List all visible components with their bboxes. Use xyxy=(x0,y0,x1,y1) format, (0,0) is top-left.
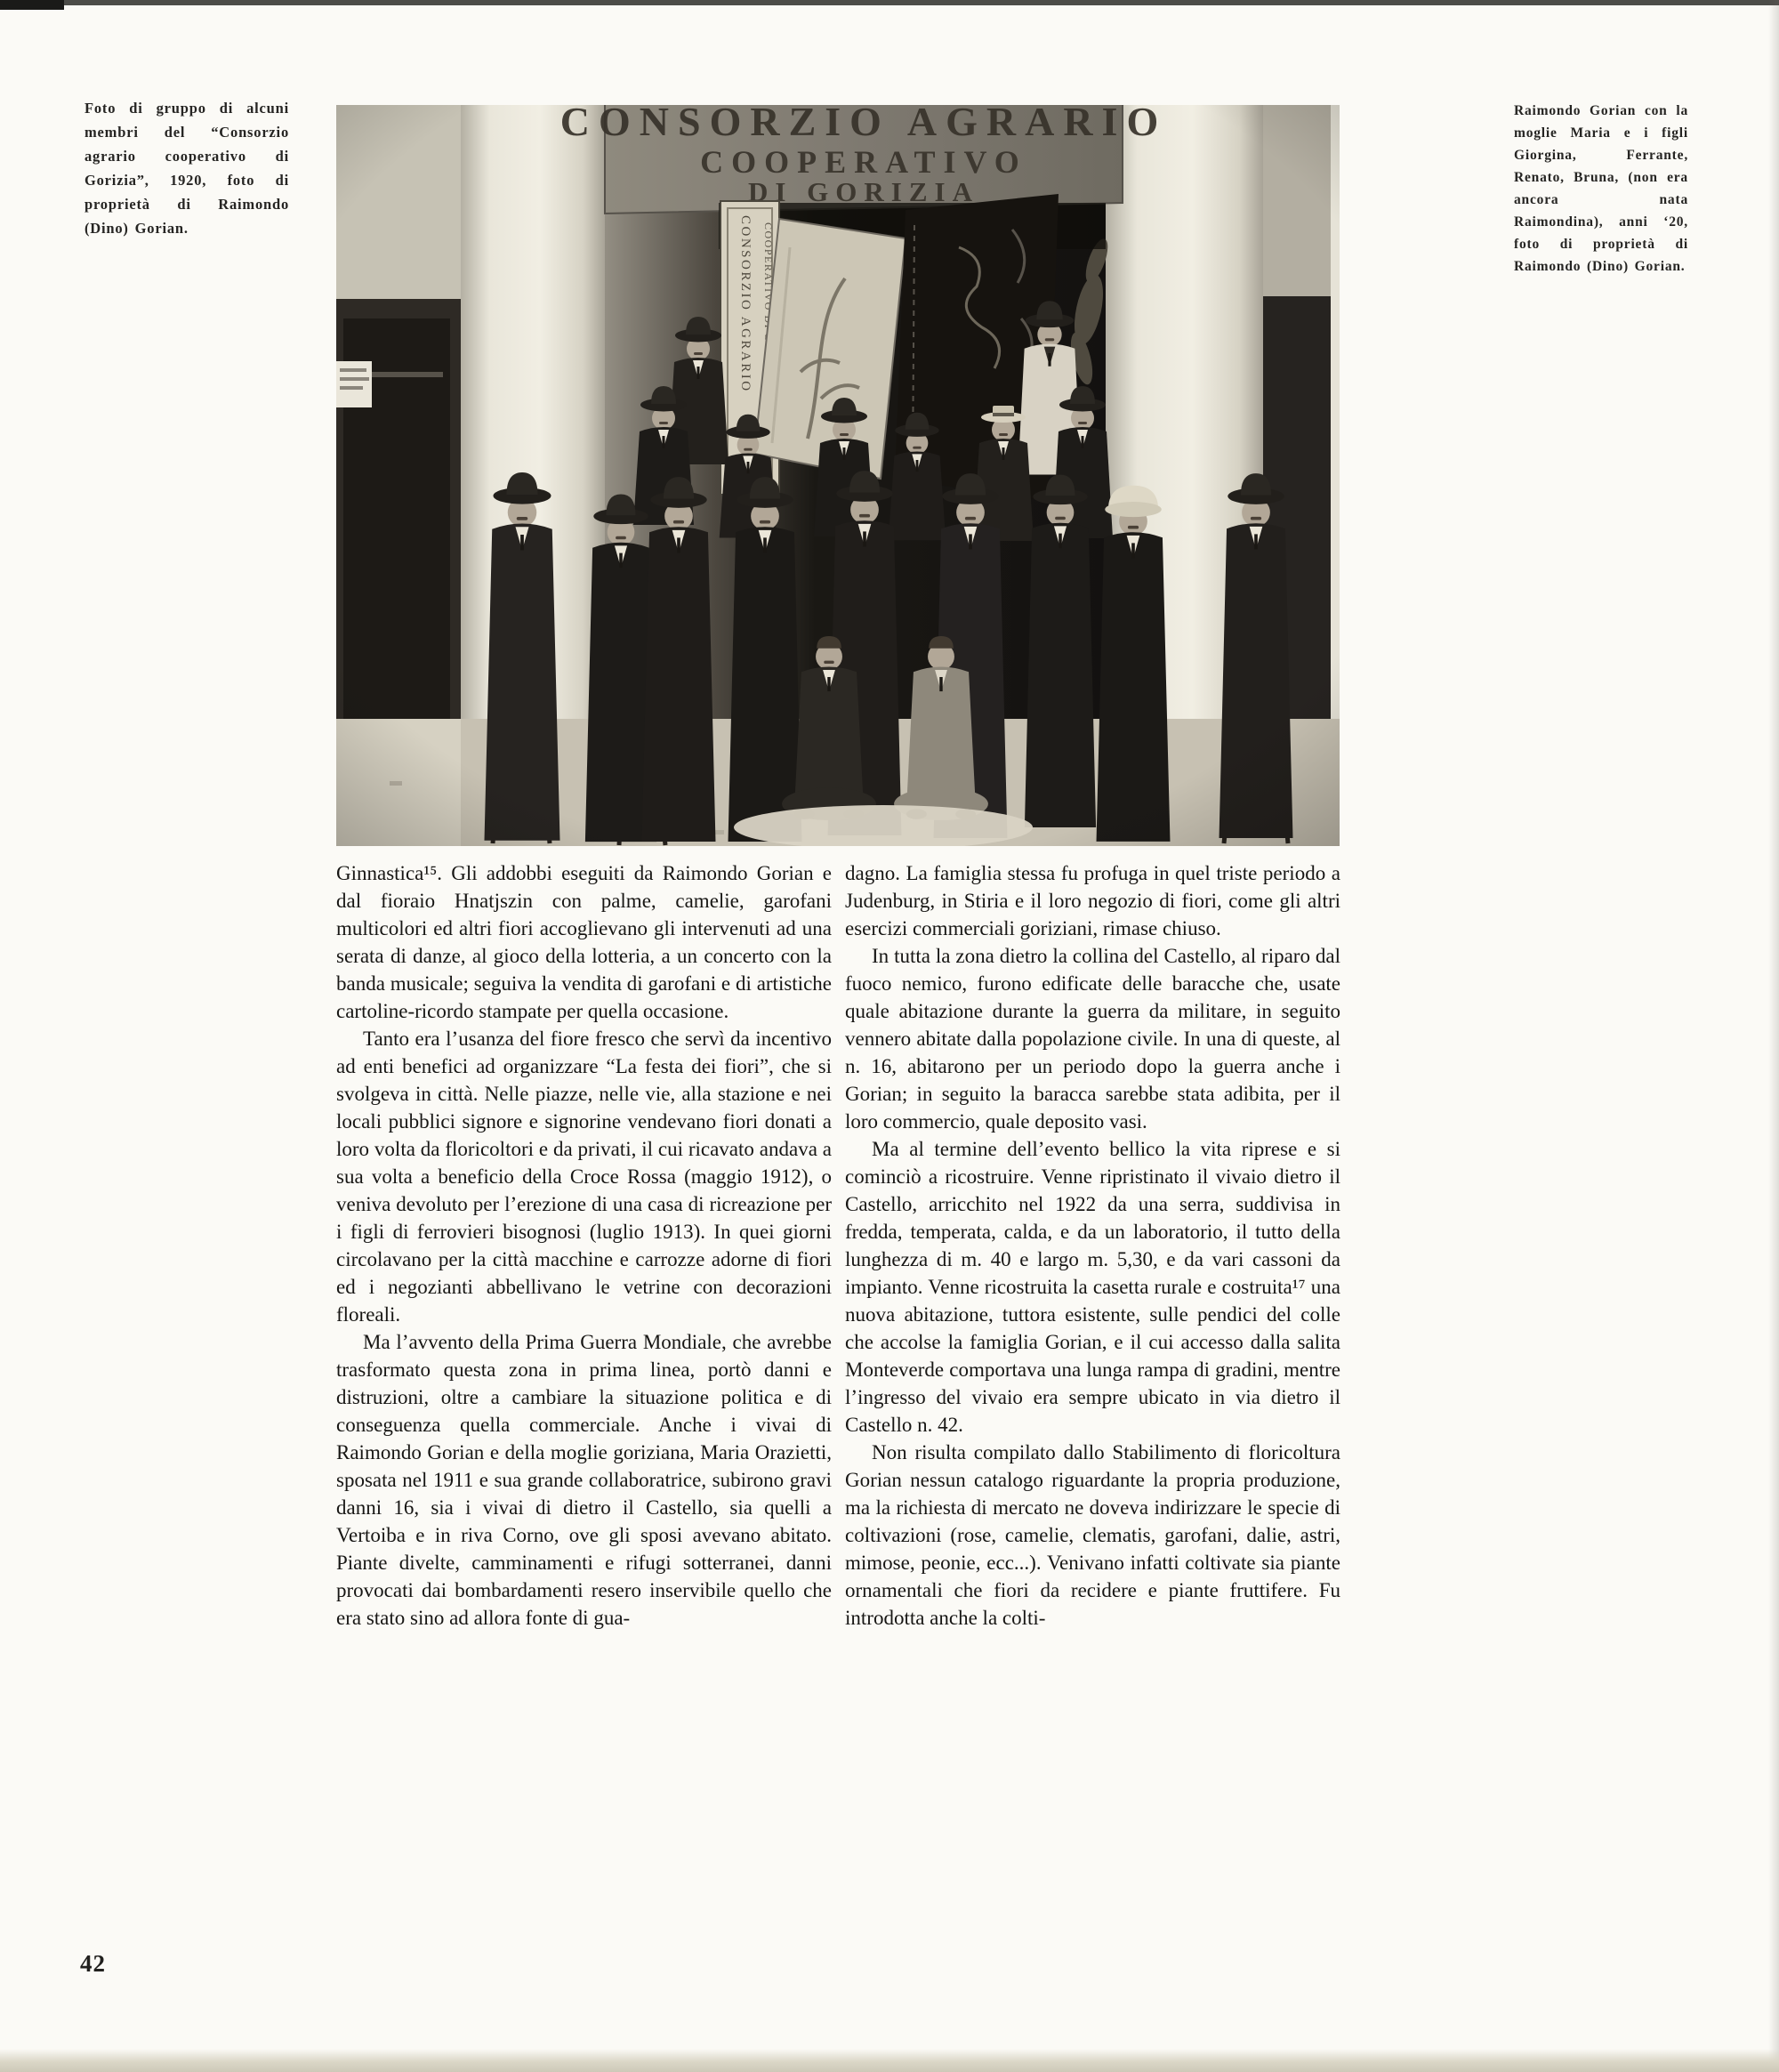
paragraph: Tanto era l’usanza del fiore fresco che servì da incentivo ad enti benefici ad organizzare “La festa dei fiori”, che si svolgeva in città. Nelle piazze, nelle vie, alla stazione e nei locali pubblici signore e signorine vendevano fiori donati a loro volta da floricoltori e da privati, il cui ricavato andava a sua volta a beneficio della Croce Rossa (maggio 1912), o veniva devoluto per l’erezione di una casa di ricreazione per i figli di ferrovieri bisognosi (luglio 1913). In quei giorni circolavano per la città macchine e carrozze adorne di fiori ed i negozianti abbellivano le vetrine con decorazioni floreali. xyxy=(336,1028,832,1326)
vignette xyxy=(336,105,1340,846)
photo-caption-left: Foto di gruppo di alcuni membri del “Consorzio agrario cooperativo di Gorizia”, 1920, foto di proprietà di Raimondo (Dino) Gorian. xyxy=(85,100,289,237)
scan-bottom-curl xyxy=(0,2049,1779,2072)
scan-top-edge xyxy=(0,0,1779,5)
photo-caption-right: Raimondo Gorian con la moglie Maria e i figli Giorgina, Ferrante, Renato, Bruna, (non era ancora nata Raimondina), anni ‘20, foto di proprietà di Raimondo (Dino) Gorian. xyxy=(1514,103,1688,274)
paragraph: Ma l’avvento della Prima Guerra Mondiale, che avrebbe trasformato questa zona in prima linea, portò danni e distruzioni, oltre a cambiare la situazione politica e di conseguenza quella commerciale. Anche i vivai di Raimondo Gorian e della moglie goriziana, Maria Orazietti, sposata nel 1911 e sua grande collaboratrice, subirono gravi danni 16, sia i vivai di dietro il Castello, sia quelli a Vertoiba e in riva Corno, ove gli sposi avevano abitato. Piante divelte, camminamenti e rifugi sotterranei, danni provocati dai bombardamenti resero inservibile quello che era stato sino ad allora fonte di gua- xyxy=(336,1331,832,1629)
paragraph: Non risulta compilato dallo Stabilimento di floricoltura Gorian nessun catalogo riguardante la propria produzione, ma la richiesta di mercato ne doveva indirizzare le specie di coltivazioni (rose, camelie, clematis, garofani, dalie, astri, mimose, peonie, ecc...). Venivano infatti coltivate sia piante ornamentali che fiori da recidere e piante fruttifere. Fu introdotta anche la colti- xyxy=(845,1441,1340,1629)
group-photo-illustration xyxy=(336,105,1340,846)
group-photo xyxy=(336,105,1340,846)
paragraph: Ginnastica¹⁵. Gli addobbi eseguiti da Raimondo Gorian e dal fioraio Hnatjszin con palme, camelie, garofani multicolori ed altri fiori accoglievano gli intervenuti ad una serata di danze, al gioco della lotteria, a un concerto con la banda musicale; seguiva la vendita di garofani e di artistiche cartoline-ricordo stampate per quella occasione. xyxy=(336,862,832,1022)
paragraph: dagno. La famiglia stessa fu profuga in quel triste periodo a Judenburg, in Stiria e il loro negozio di fiori, come gli altri esercizi commerciali goriziani, rimase chiuso. xyxy=(845,862,1340,939)
paragraph: In tutta la zona dietro la collina del Castello, al riparo dal fuoco nemico, furono edificate delle baracche che, usate quale abitazione durante la guerra da militare, in seguito vennero abitate dalla popolazione civile. In una di queste, al n. 16, abitarono per un periodo dopo la guerra anche i Gorian; in seguito la baracca sarebbe stata adibita, per il loro commercio, quale deposito vasi. xyxy=(845,945,1340,1133)
text-column-left xyxy=(336,859,832,1632)
text-column-right xyxy=(845,859,1340,1632)
scan-right-edge xyxy=(1768,0,1779,2072)
paragraph: Ma al termine dell’evento bellico la vita riprese e si cominciò a ricostruire. Venne ripristinato il vivaio dietro il Castello, arricchito nel 1922 da una serra, suddivisa in fredda, temperata, calda, e da un laboratorio, il tutto della lunghezza di m. 40 e largo m. 5,30, e da vari cassoni da impianto. Venne ricostruita la casetta rurale e costruita¹⁷ una nuova abitazione, tuttora esistente, sulle pendici del colle che accolse la famiglia Gorian, e il cui accesso dalla salita Monteverde comportava una lunga rampa di gradini, mentre l’ingresso del vivaio era sempre ubicato in via dietro il Castello n. 42. xyxy=(845,1138,1340,1436)
scan-top-corner-mark xyxy=(0,0,64,10)
page-number: 42 xyxy=(80,1950,106,1977)
